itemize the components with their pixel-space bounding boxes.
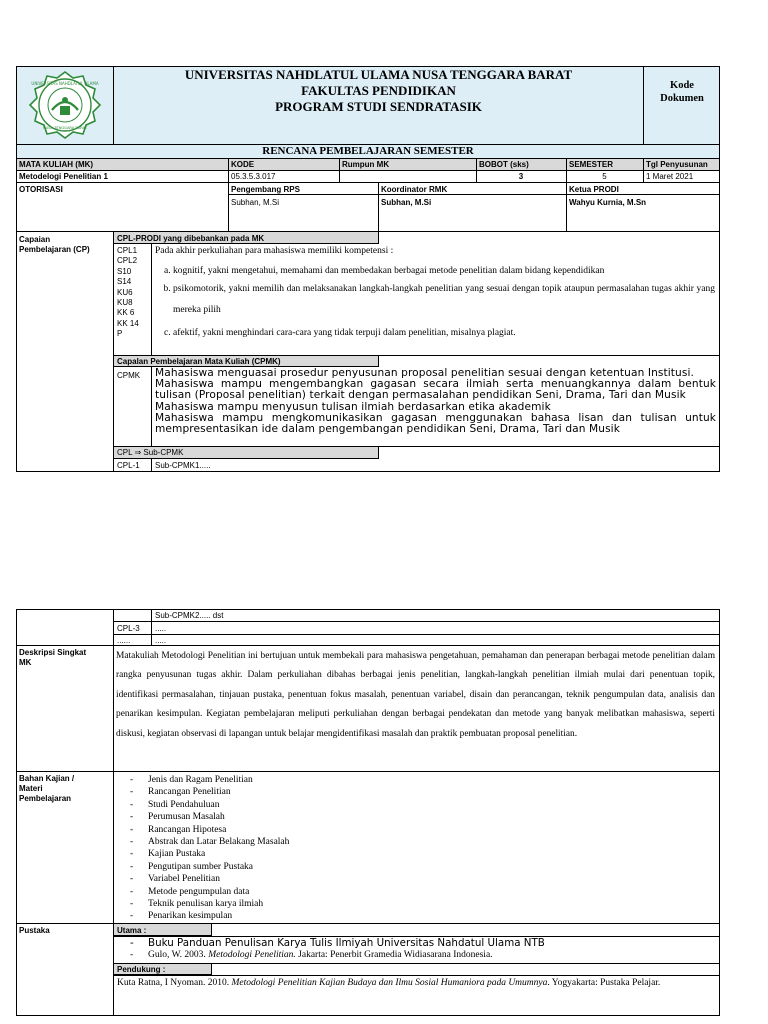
kode-value: 05.3.5.3.017 xyxy=(231,172,276,181)
faculty-name: FAKULTAS PENDIDIKAN xyxy=(301,83,456,98)
bahan-item: - Penarikan kesimpulan xyxy=(114,910,714,922)
university-logo xyxy=(22,70,108,142)
kode-label: KODE xyxy=(231,160,255,169)
competency-item: c. afektif, yakni menghindari cara-cara yang tidak terpuji dalam penelitian, misalnya plagiat. xyxy=(173,326,715,340)
bahan-item: - Jenis dan Ragam Penelitian xyxy=(114,774,714,786)
utama-item: - Gulo, W. 2003. Metodologi Penelitian. Jakarta: Penerbit Gramedia Widiasarana Indonesia. xyxy=(114,949,714,961)
university-name: UNIVERSITAS NAHDLATUL ULAMA NUSA TENGGARA BARAT xyxy=(184,67,573,82)
cpl-codes: CPL1 CPL2 S10 S14 KU6 KU8 KK 6 KK 14 P xyxy=(117,246,139,339)
cpl1-subcpmk: Sub-CPMK1..... xyxy=(155,461,211,470)
utama-label: Utama : xyxy=(117,926,147,935)
doc-code-label: Kode xyxy=(670,80,694,91)
bahan-item: - Rancangan Penelitian xyxy=(114,786,714,798)
bahan-item: - Metode pengumpulan data xyxy=(114,886,714,898)
logo-text-bottom: NUSA TENGGARA BARAT xyxy=(42,126,88,130)
cpl1-code: CPL-1 xyxy=(117,461,140,470)
koordinator-label: Koordinator RMK xyxy=(381,185,448,194)
deskripsi-text: Matakuliah Metodologi Penelitian ini bertujuan untuk membekali para mahasiswa pengetahuan, pemahaman dan penerapan berbagai metode penelitian dalam rangka penyusunan tugas akhir. Dalam perkuliahan dibahas berbagai jenis penelitian, langkah-langkah penelitian ilmiah mulai dari penentuan topik, identifikasi permasalahan, tinjauan pustaka, penentuan fokus masalah, penentuan variabel, disain dan perancangan, teknik pengumpulan data, analisis dan penarikan kesimpulan. Kegiatan pembelajaran meliputi perkuliahan dengan berbagai pendekatan dan metode yang banyak melibatkan mahasiswa, seperti diskusi, kegiatan observasi di lapangan untuk belajar mengidentifikasi masalah dan praktik pembuatan proposal penelitian. xyxy=(116,651,715,739)
pendukung-item: Kuta Ratna, I Nyoman. 2010. Metodologi Penelitian Kajian Budaya dan Ilmu Sosial Humaniora pada Umumnya. Yogyakarta: Pustaka Pelajar. xyxy=(117,978,661,988)
mk-label: MATA KULIAH (MK) xyxy=(19,160,94,169)
bahan-item: - Teknik penulisan karya ilmiah xyxy=(114,898,714,910)
sub-cpmk2: Sub-CPMK2..... dst xyxy=(155,611,224,620)
pengembang-value: Subhan, M.Si xyxy=(231,198,280,207)
cpmk-code: CPMK xyxy=(117,371,141,380)
koordinator-value: Subhan, M.Si xyxy=(381,198,432,207)
semester-label: SEMESTER xyxy=(569,160,614,169)
bahan-item: - Kajian Pustaka xyxy=(114,848,714,860)
cpmk-header: Capalan Pembelajaran Mata Kuliah (CPMK) xyxy=(117,357,281,366)
pendukung-label: Pendukung : xyxy=(117,965,166,974)
utama-list xyxy=(114,937,714,961)
capaian-label: Capaian xyxy=(19,235,51,244)
ketua-value: Wahyu Kurnia, M.Sn xyxy=(569,198,647,207)
utama-item: - Buku Panduan Penulisan Karya Tulis Ilmiyah Universitas Nahdatul Ulama NTB xyxy=(114,937,714,949)
cpmk-item: Mahasiswa mampu mengkomunikasikan gagasan menggunakan bahasa lisan dan tulisan untuk mempresentasikan ide dalam pengembangan pendidikan Seni, Drama, Tari dan Musik xyxy=(155,411,716,436)
program-name: PROGRAM STUDI SENDRATASIK xyxy=(275,99,482,114)
ketua-label: Ketua PRODI xyxy=(569,185,619,194)
cpl-intro: Pada akhir perkuliahan para mahasiswa memiliki kompetensi : xyxy=(155,246,394,256)
competency-list xyxy=(155,264,715,340)
bobot-value: 3 xyxy=(518,172,524,181)
bahan-label: Bahan Kajian / xyxy=(19,774,75,783)
bahan-item: - Studi Pendahuluan xyxy=(114,799,714,811)
bahan-item: - Perumusan Masalah xyxy=(114,811,714,823)
cpl3-value: ..... xyxy=(155,624,167,633)
deskripsi-label: Deskripsi Singkat xyxy=(19,648,87,657)
cpmk-item: Mahasiswa mampu menyusun tulisan ilmiah berdasarkan etika akademik xyxy=(155,400,551,413)
mk-value: Metodelogi Penelitian 1 xyxy=(19,172,108,181)
tgl-label: Tgl Penyusunan xyxy=(646,160,708,169)
bahan-item: - Pengutipan sumber Pustaka xyxy=(114,861,714,873)
rps-title: RENCANA PEMBELAJARAN SEMESTER xyxy=(16,145,720,159)
otorisasi-label: OTORISASI xyxy=(19,185,63,194)
competency-item: b. psikomotorik, yakni memilih dan melaksanakan langkah-langkah penelitian yang sesuai dengan topik ataupun permasalahan tugas akhir yang mereka pilih xyxy=(173,279,715,321)
bahan-list xyxy=(114,774,714,923)
cpmk-item: Mahasiswa mampu mengembangkan gagasan secara ilmiah serta menuangkannya dalam bentuk tulisan (Proposal penelitian) terkait dengan permasalahan pendidikan Seni, Drama, Tari dan Musik xyxy=(155,378,716,402)
rumpun-label: Rumpun MK xyxy=(342,160,390,169)
dots-code: ...... xyxy=(117,636,131,645)
bahan-item: - Abstrak dan Latar Belakang Masalah xyxy=(114,836,714,848)
cpmk-list xyxy=(155,368,716,435)
bobot-label: BOBOT (sks) xyxy=(479,160,529,169)
logo-text-top: UNIVERSITAS NAHDLATUL ULAMA xyxy=(31,81,99,86)
cpl-subcpmk-header: CPL ⇒ Sub-CPMK xyxy=(117,448,184,457)
tgl-value: 1 Maret 2021 xyxy=(646,172,694,181)
cpl3-code: CPL-3 xyxy=(117,624,140,633)
semester-value: 5 xyxy=(602,172,607,181)
dots-value: ..... xyxy=(155,636,167,645)
competency-item: a. kognitif, yakni mengetahui, memahami dan membedakan berbagai metode penelitian dalam bidang kependidikan xyxy=(173,264,715,278)
pustaka-label: Pustaka xyxy=(19,926,50,935)
cpmk-item: Mahasiswa menguasai prosedur penyusunan proposal penelitian sesuai dengan ketentuan Institusi. xyxy=(155,367,695,379)
bahan-item: - Rancangan Hipotesa xyxy=(114,824,714,836)
cpl-prodi-header: CPL-PRODI yang dibebankan pada MK xyxy=(117,234,265,243)
bahan-item: - Variabel Penelitian xyxy=(114,873,714,885)
pengembang-label: Pengembang RPS xyxy=(231,185,300,194)
